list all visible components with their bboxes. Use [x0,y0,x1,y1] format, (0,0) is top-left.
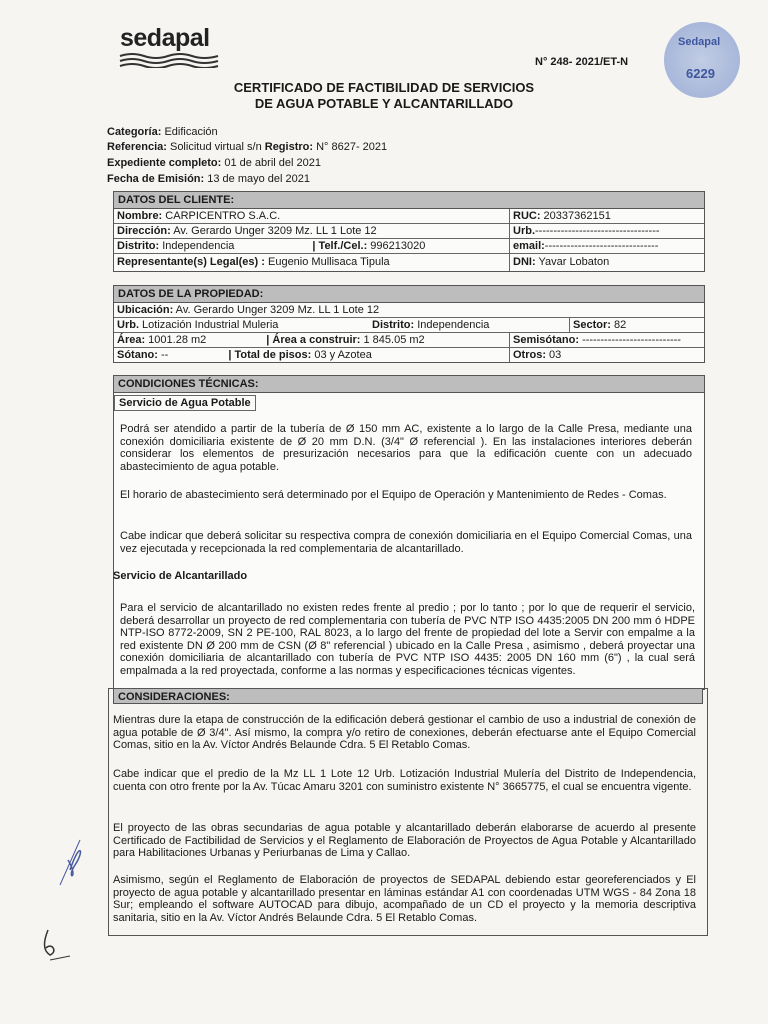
property-others: Otros: 03 [509,348,704,362]
property-location: Ubicación: Av. Gerardo Unger 3209 Mz. LL 1 Lote 12 [117,304,380,316]
section-header: DATOS DEL CLIENTE: [114,192,704,209]
consideration-paragraph-2: Cabe indicar que el predio de la Mz LL 1 Lote 12 Urb. Lotización Industrial Mulería del Distrito de Independencia, cuenta con otro frente por la Av. Túcac Amaru 3201 con suministro existente N° 3665775, el cual se encuentra vigente. [113,768,696,793]
property-area: Área: 1001.28 m2 | Área a construir: 1 845.05 m2 [117,334,425,346]
meta-referencia: Referencia: Solicitud virtual s/n Registro: N° 8627- 2021 [107,141,388,153]
sewer-service-title: Servicio de Alcantarillado [113,570,248,582]
section-header: CONDICIONES TÉCNICAS: [114,376,704,393]
seal-number: 6229 [686,66,715,81]
property-district: Distrito: Independencia [372,319,490,331]
certificate-number: N° 248- 2021/ET-N [535,56,629,68]
property-urb: Urb. Lotización Industrial Muleria [117,319,279,331]
client-name: Nombre: CARPICENTRO S.A.C. [117,210,281,222]
property-sector: Sector: 82 [569,318,704,332]
property-semisotano: Semisótano: --------------------------- [509,333,704,347]
client-ruc: RUC: 20337362151 [509,209,704,223]
meta-fecha-emision: Fecha de Emisión: 13 de mayo del 2021 [107,173,311,185]
client-urb: Urb.---------------------------------- [509,224,704,238]
client-address: Dirección: Av. Gerardo Unger 3209 Mz. LL 1 Lote 12 [117,225,377,237]
handwritten-initials-icon [40,830,110,980]
water-paragraph-3: Cabe indicar que deberá solicitar su respectiva compra de conexión domiciliaria en el Equipo Comercial Comas, una vez ejecutada y recepcionada la red complementaria de alcantarillado. [120,530,692,555]
meta-expediente: Expediente completo: 01 de abril del 2021 [107,157,321,169]
sewer-paragraph-1: Para el servicio de alcantarillado no existen redes frente al predio ; por lo tanto ; por lo que de requerir el servicio, deberá desarrollar un proyecto de red complementaria con tubería de PVC NTP ISO 4435:2005 DN 200 mm ó HDPE NTP-ISO 8772-2009, SN 2 PE-100, RAL 8023, a lo largo del frente de propiedad del lote a Servir con empalme a la red existente DN Ø 200 mm de CSN (Ø 8" referencial ) ubicado en la Calle Presa , asimismo , deberá proyectar una conexión domiciliaria de alcantarillado con tubería de PVC NTP ISO 4435: 2005 DN 160 mm (6") , la cual será empalmada a la red proyectada, conforme a las normas y especificaciones técnicas vigentes. [120,602,695,677]
consideration-paragraph-4: Asimismo, según el Reglamento de Elaboración de proyectos de SEDAPAL debiendo estar georeferenciados y El proyecto de agua potable y alcantarillado presentar en láminas estándar A1 con coordenadas UTM WGS - 84 Zona 18 Sur; empleando el software AUTOCAD para dibujo, acompañado de un CD el proyecto y la memoria descriptiva sanitaria, sitio en la Av. Víctor Andrés Belaunde Cdra. 5 El Retablo Comas. [113,874,696,924]
document-title-line2: DE AGUA POTABLE Y ALCANTARILLADO [254,96,514,111]
consideration-paragraph-1: Mientras dure la etapa de construcción de la edificación deberá gestionar el cambio de uso a industrial de conexión de agua potable de Ø 3/4". Así mismo, la compra y/o retiro de conexiones, deberán efectuarse ante el Equipo Comercial Comas, sitio en la Av. Víctor Andrés Belaunde Cdra. 5 El Retablo Comas. [113,714,696,751]
considerations-header: CONSIDERACIONES: [113,688,703,704]
document-title-line1: CERTIFICADO DE FACTIBILIDAD DE SERVICIOS [233,80,535,95]
water-paragraph-1: Podrá ser atendido a partir de la tubería de Ø 150 mm AC, existente a lo largo de la Calle Presa, mediante una conexión domiciliaria existente de Ø 20 mm D.N. (3/4" Ø referencial ). En las instalaciones interiores deberán considerar los elementos de presurización necesarios para que la edificación cuente con un adecuado abastecimiento de agua potable. [120,423,692,473]
logo-waves-icon [118,52,228,68]
consideration-paragraph-3: El proyecto de las obras secundarias de agua potable y alcantarillado deberán elaborarse de acuerdo al presente Certificado de Factibilidad de Servicios y el Reglamento de Elaboración de Proyectos de Agua Potable y Alcantarillado para Habilitaciones Urbanas y Periurbanas de Lima y Callao. [113,822,696,859]
meta-categoria: Categoría: Edificación [107,126,218,138]
property-floors: Sótano: -- | Total de pisos: 03 y Azotea [117,349,372,361]
client-district-phone: Distrito: Independencia | Telf./Cel.: 996213020 [117,240,426,252]
property-data-table [113,285,705,363]
client-legal-rep: Representante(s) Legal(es) : Eugenio Mullisaca Tipula [117,256,390,268]
sedapal-logo: sedapal [120,24,210,52]
client-data-table [113,191,705,272]
client-email: email:------------------------------- [509,239,704,253]
section-header: DATOS DE LA PROPIEDAD: [114,286,704,303]
seal-text: Sedapal [678,36,721,48]
client-dni: DNI: Yavar Lobaton [509,254,704,271]
water-paragraph-2: El horario de abastecimiento será determinado por el Equipo de Operación y Mantenimiento de Redes - Comas. [120,489,667,501]
water-service-title: Servicio de Agua Potable [114,395,256,411]
